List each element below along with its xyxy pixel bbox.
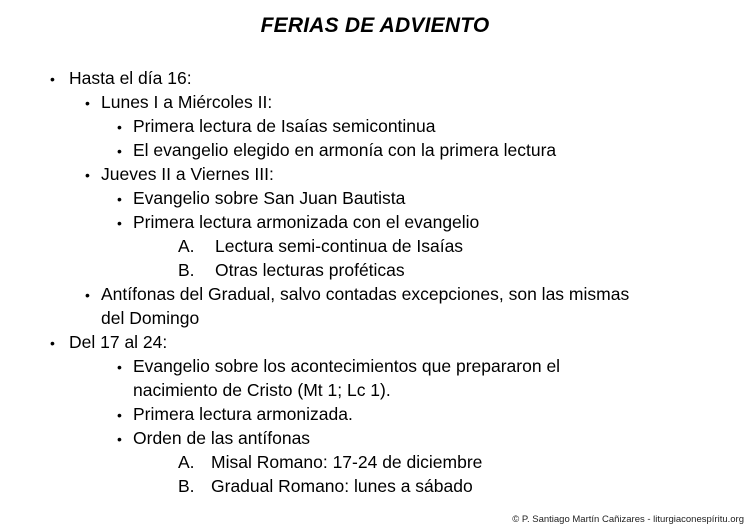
footer-copyright: © P. Santiago Martín Cañizares - liturgiaconespíritu.org [512,514,744,525]
list-item-primera-armonizada: Primera lectura armonizada. [133,404,353,424]
list-item-primera-semicontinua: Primera lectura de Isaías semicontinua [133,116,436,136]
bullet-icon: • [117,215,122,231]
list-item-evangelio-acontecimientos-line2: nacimiento de Cristo (Mt 1; Lc 1). [133,380,391,400]
list-item-hasta-16: Hasta el día 16: [69,68,192,88]
list-item-evangelio-bautista: Evangelio sobre San Juan Bautista [133,188,406,208]
list-item-jueves: Jueves II a Viernes III: [101,164,274,184]
list-item-evangelio-acontecimientos-line1: Evangelio sobre los acontecimientos que prepararon el [133,356,561,376]
list-letter: A. [178,452,195,472]
list-item-evangelio-armonia: El evangelio elegido en armonía con la primera lectura [133,140,557,160]
bullet-icon: • [117,431,122,447]
list-item-orden-antifonas: Orden de las antífonas [133,428,311,448]
list-item-misal-romano: Misal Romano: 17-24 de diciembre [211,452,483,472]
bullet-icon: • [117,407,122,423]
bullet-icon: • [85,287,90,303]
list-item-lunes: Lunes I a Miércoles II: [101,92,273,112]
list-item-lectura-semicontinua: Lectura semi-continua de Isaías [215,236,464,256]
list-item-otras-lecturas: Otras lecturas proféticas [215,260,405,280]
bullet-icon: • [50,335,55,351]
bullet-icon: • [117,143,122,159]
list-item-gradual-romano: Gradual Romano: lunes a sábado [211,476,473,496]
bullet-icon: • [85,95,90,111]
list-item-antifonas-line2: del Domingo [101,308,200,328]
bullet-icon: • [50,71,55,87]
list-letter: B. [178,476,195,496]
list-letter: B. [178,260,195,280]
bullet-icon: • [117,191,122,207]
bullet-icon: • [85,167,90,183]
bullet-icon: • [117,119,122,135]
slide-title: FERIAS DE ADVIENTO [260,14,490,37]
list-item-del-17: Del 17 al 24: [69,332,168,352]
list-letter: A. [178,236,195,256]
list-item-antifonas-line1: Antífonas del Gradual, salvo contadas excepciones, son las mismas [101,284,630,304]
bullet-icon: • [117,359,122,375]
list-item-primera-armonizada-evangelio: Primera lectura armonizada con el evangelio [133,212,480,232]
